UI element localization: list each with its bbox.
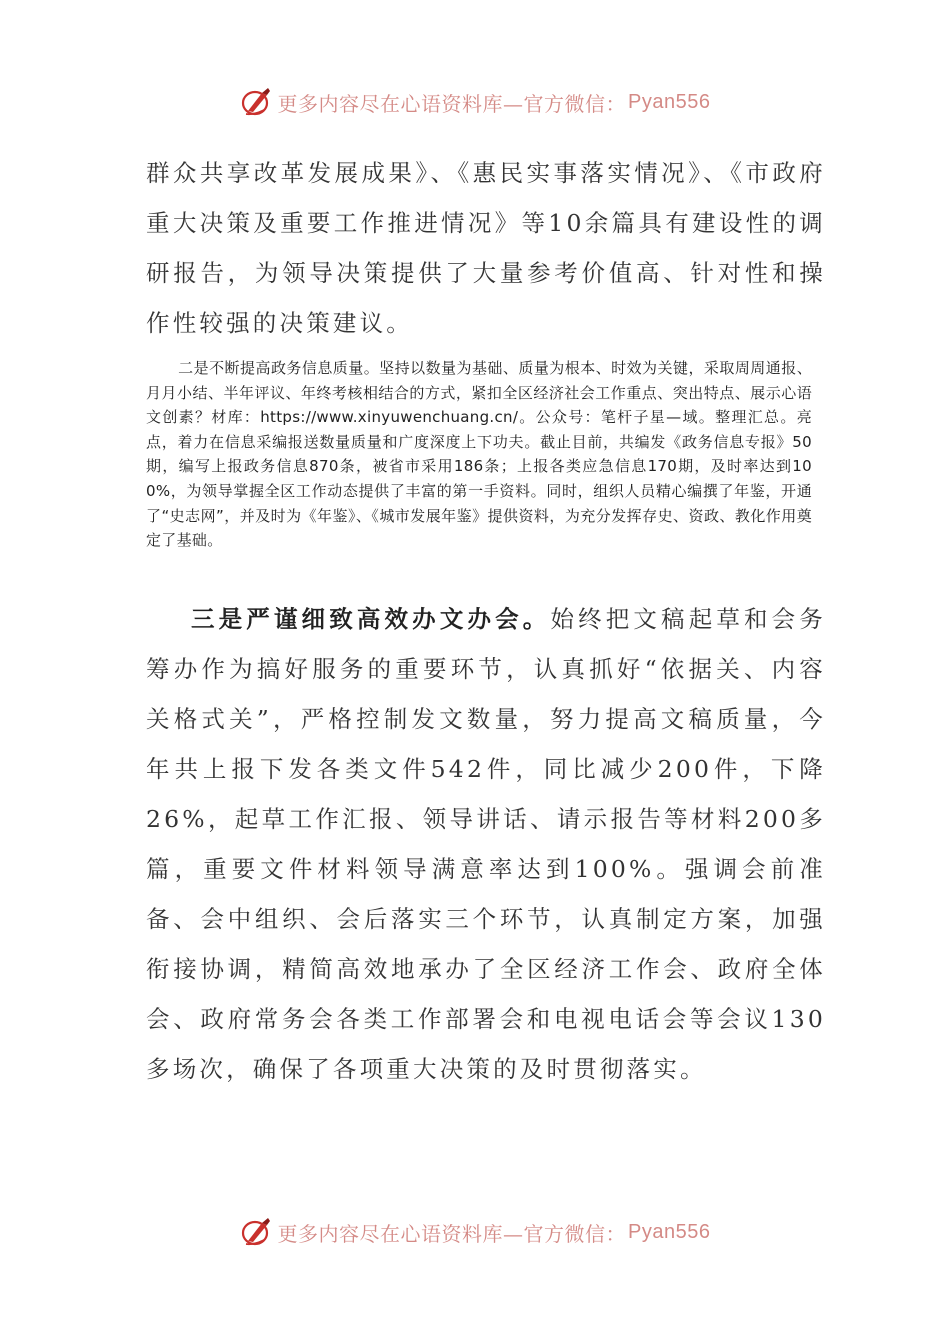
watermark-footer (0, 1212, 950, 1252)
body-paragraph-3 (146, 594, 826, 1094)
pen-nib-logo-icon (240, 85, 274, 119)
watermark-text: 更多内容尽在心语资料库—官方微信： (277, 1221, 627, 1246)
watermark-header (0, 82, 950, 122)
pen-nib-logo-icon (240, 1215, 274, 1249)
body-paragraph-1: 群众共享改革发展成果》、《惠民实事落实情况》、《市政府重大决策及重要工作推进情况》等10余篇具有建设性的调研报告，为领导决策提供了大量参考价值高、针对性和操作性较强的决策建议。 (146, 159, 826, 337)
watermark-text: 更多内容尽在心语资料库—官方微信： (277, 91, 627, 116)
watermark-wechat-id: Pyan556 (628, 1220, 711, 1243)
paragraph-3-text: 始终把文稿起草和会务筹办作为搞好服务的重要环节，认真抓好“依据关、内容关格式关”，严格控制发文数量，努力提高文稿质量，今年共上报下发各类文件542件，同比减少200件，下降26%，起草工作汇报、领导讲话、请示报告等材料200多篇，重要文件材料领导满意率达到100%。强调会前准备、会中组织、会后落实三个环节，认真制定方案，加强衔接协调，精简高效地承办了全区经济工作会、政府全体会、政府常务会各类工作部署会和电视电话会等会议130多场次，确保了各项重大决策的及时贯彻落实。 (146, 605, 827, 1083)
watermark-wechat-id: Pyan556 (628, 90, 711, 113)
section-heading: 三是严谨细致高效办文办会。 (190, 605, 551, 633)
body-paragraph-2 (146, 356, 812, 553)
paragraph-2-text: 二是不断提高政务信息质量。坚持以数量为基础、质量为根本、时效为关键，采取周周通报、月月小结、半年评议、年终考核相结合的方式，紧扣全区经济社会工作重点、突出特点、展示心语文创素？材库：https://www.xinyuwenchuang.cn/。公众号：笔杆子星—域。整理汇总。亮点，着力在信息采编报送数量质量和广度深度上下功夫。截止目前，共编发《政务信息专报》50期，编写上报政务信息870条，被省市采用186条；上报各类应急信息170期，及时率达到100%，为领导掌握全区工作动态提供了丰富的第一手资料。同时，组织人员精心编撰了年鉴，开通了“史志网”，并及时为《年鉴》、《城市发展年鉴》提供资料，为充分发挥存史、资政、教化作用奠定了基础。 (146, 359, 812, 550)
